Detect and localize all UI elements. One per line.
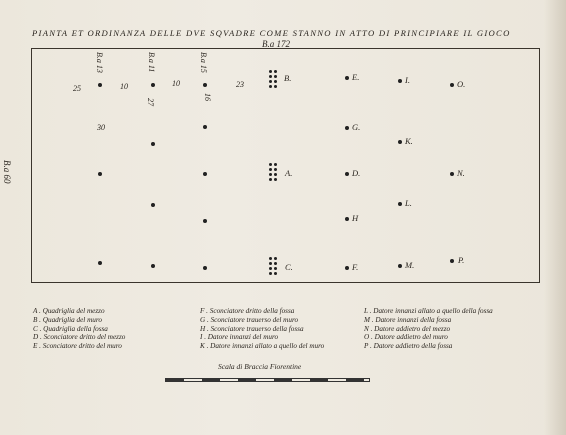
player-dot: [398, 79, 402, 83]
measure-23: 23: [236, 80, 244, 89]
marker-f: F.: [352, 262, 359, 272]
plan-width-label: B.a 172: [262, 39, 290, 49]
page-binding-shadow: [544, 0, 566, 435]
marker-d: D.: [352, 168, 361, 178]
plan-height-label: B.a 60: [2, 160, 12, 184]
marker-c: C.: [285, 262, 293, 272]
legend-item: A . Quadriglia del mezzo: [33, 307, 105, 315]
scale-bar: [165, 378, 370, 382]
player-dot: [450, 172, 454, 176]
player-dot: [345, 76, 349, 80]
legend-item: L . Datore innanzi allato a quello della fossa: [364, 307, 493, 315]
legend-item: F . Sconciatore dritto della fossa: [200, 307, 295, 315]
player-dot: [203, 125, 207, 129]
player-dot: [345, 217, 349, 221]
player-dot: [345, 172, 349, 176]
player-dot: [398, 264, 402, 268]
player-dot: [151, 203, 155, 207]
legend-item: H . Sconciatore trauerso della fossa: [200, 324, 304, 333]
marker-i: I.: [405, 75, 410, 85]
player-dot: [450, 83, 454, 87]
measure-11: B.a 11: [147, 52, 156, 73]
player-dot: [98, 172, 102, 176]
marker-m: M.: [405, 260, 415, 270]
player-dot: [151, 264, 155, 268]
measure-25: 25: [73, 84, 81, 93]
marker-p: P.: [458, 255, 465, 265]
measure-13: B.a 13: [95, 52, 104, 73]
marker-a: A.: [285, 168, 293, 178]
player-dot: [203, 219, 207, 223]
measure-16: 16: [203, 93, 212, 101]
measure-10b: 10: [172, 79, 180, 88]
legend-column-3: [364, 307, 493, 351]
player-dot: [345, 266, 349, 270]
player-dot: [398, 202, 402, 206]
marker-h: H: [352, 213, 359, 223]
legend-column-2: [200, 307, 324, 351]
legend-item: N . Datore addietro del mezzo: [364, 324, 451, 333]
legend-item: M . Datore innanzi della fossa: [364, 315, 452, 324]
player-dot: [203, 172, 207, 176]
measure-15: B.a 15: [199, 52, 208, 73]
squad-cluster-c: [269, 257, 283, 277]
plan-title: PIANTA ET ORDINANZA DELLE DVE SQVADRE COME STANNO IN ATTO DI PRINCIPIARE IL GIOCO: [32, 28, 511, 38]
legend-item: O . Datore addietro del muro: [364, 333, 448, 342]
legend-item: K . Datore innanzi allato a quello del muro: [200, 342, 325, 351]
marker-o: O.: [457, 79, 466, 89]
player-dot: [151, 83, 155, 87]
marker-n: N.: [457, 168, 465, 178]
player-dot: [450, 259, 454, 263]
marker-b: B.: [284, 73, 292, 83]
player-dot: [98, 261, 102, 265]
player-dot: [98, 83, 102, 87]
squad-cluster-b: [269, 70, 283, 90]
player-dot: [203, 83, 207, 87]
legend-item: B . Quadriglia del muro: [33, 315, 103, 324]
player-dot: [151, 142, 155, 146]
marker-k: K.: [405, 136, 413, 146]
legend-item: E . Sconciatore dritto del muro: [33, 342, 122, 351]
marker-l: L.: [405, 198, 412, 208]
player-dot: [203, 266, 207, 270]
marker-e: E.: [352, 72, 360, 82]
player-dot: [398, 140, 402, 144]
legend-item: P . Datore addietro della fossa: [364, 342, 453, 351]
measure-10a: 10: [120, 82, 128, 91]
legend-column-1: [33, 307, 125, 351]
legend-item: I . Datore innanzi del muro: [200, 333, 279, 342]
player-dot: [345, 126, 349, 130]
squad-cluster-a: [269, 163, 283, 183]
legend-item: G . Sconciatore trauerso del muro: [200, 315, 299, 324]
legend-item: C . Quadriglia della fossa: [33, 324, 108, 333]
marker-g: G.: [352, 122, 361, 132]
legend-item: D . Sconciatore dritto del mezzo: [33, 333, 126, 342]
measure-30: 30: [97, 123, 105, 132]
scale-caption: Scala di Braccia Fiorentine: [218, 362, 302, 371]
measure-27: 27: [146, 98, 155, 106]
